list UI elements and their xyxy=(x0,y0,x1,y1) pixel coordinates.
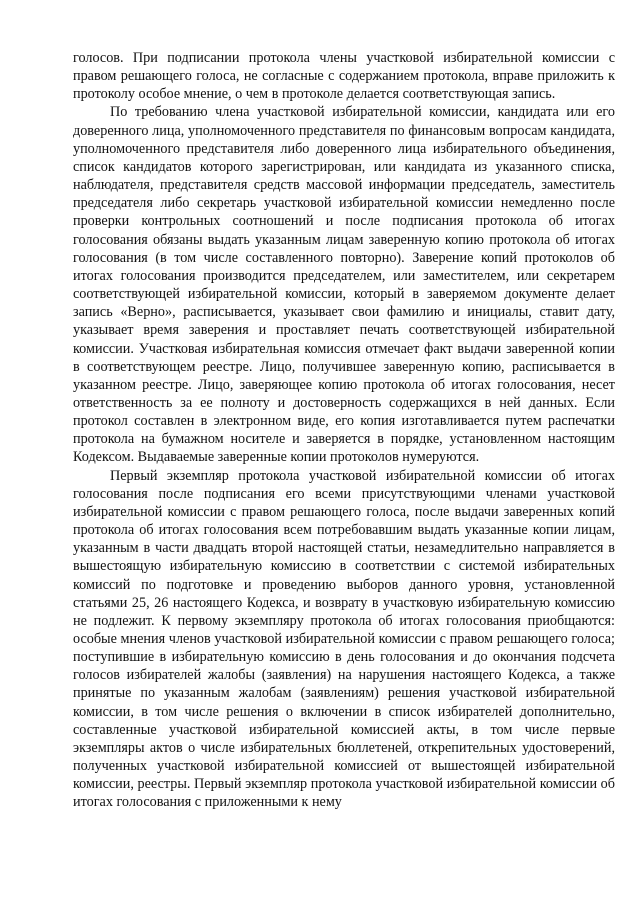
paragraph-1: голосов. При подписании протокола члены участковой избирательной комиссии с правом решающего голоса, не согласные с содержанием протокола, вправе приложить к протоколу особое мнение, о чем в протоколе делается соответствующая запись. xyxy=(73,50,615,103)
paragraph-3: Первый экземпляр протокола участковой избирательной комиссии об итогах голосования после подписания его всеми присутствующими членами участковой избирательной комиссии с правом решающего голоса, после выдачи заверенных копий протокола об итогах голосования всем потребовавшим выдать указанные копии лицам, указанным в части двадцать второй настоящей статьи, незамедлительно направляется в вышестоящую избирательную комиссию в соответствии с системой избирательных комиссий по подготовке и проведению выборов данного уровня, установленной статьями 25, 26 настоящего Кодекса, и возврату в участковую избирательную комиссию не подлежит. К первому экземпляру протокола об итогах голосования приобщаются: особые мнения членов участковой избирательной комиссии с правом решающего голоса; поступившие в избирательную комиссию в день голосования и до окончания подсчета голосов избирателей жалобы (заявления) на нарушения настоящего Кодекса, а также принятые по указанным жалобам (заявлениям) решения участковой избирательной комиссии, в том числе решения о включении в список избирателей дополнительно, составленные участковой избирательной комиссией акты, в том числе первые экземпляры актов о числе избирательных бюллетеней, открепительных удостоверений, полученных участковой избирательной комиссией от вышестоящей избирательной комиссии, реестры. Первый экземпляр протокола участковой избирательной комиссии об итогах голосования с приложенными к нему xyxy=(73,467,615,811)
paragraph-2: По требованию члена участковой избирательной комиссии, кандидата или его доверенного лица, уполномоченного представителя по финансовым вопросам кандидата, уполномоченного представителя либо доверенного лица избирательного объединения, список кандидатов которого зарегистрирован, или кандидата из указанного списка, наблюдателя, представителя средств массовой информации председатель, заместитель председателя либо секретарь участковой избирательной комиссии немедленно после проверки контрольных соотношений и после подписания протокола об итогах голосования обязаны выдать указанным лицам заверенную копию протокола об итогах голосования (в том числе составленного повторно). Заверение копий протоколов об итогах голосования производится председателем, или заместителем, или секретарем соответствующей избирательной комиссии, который в заверяемом документе делает запись «Верно», расписывается, указывает свои фамилию и инициалы, ставит дату, указывает время заверения и проставляет печать соответствующей избирательной комиссии. Участковая избирательная комиссия отмечает факт выдачи заверенной копии в соответствующем реестре. Лицо, получившее заверенную копию, расписывается в указанном реестре. Лицо, заверяющее копию протокола об итогах голосования, несет ответственность за ее полноту и достоверность содержащихся в ней данных. Если протокол составлен в электронном виде, его копия изготавливается путем распечатки протокола на бумажном носителе и заверяется в порядке, установленном настоящим Кодексом. Выдаваемые заверенные копии протоколов нумеруются. xyxy=(73,104,615,466)
document-page xyxy=(73,49,615,812)
